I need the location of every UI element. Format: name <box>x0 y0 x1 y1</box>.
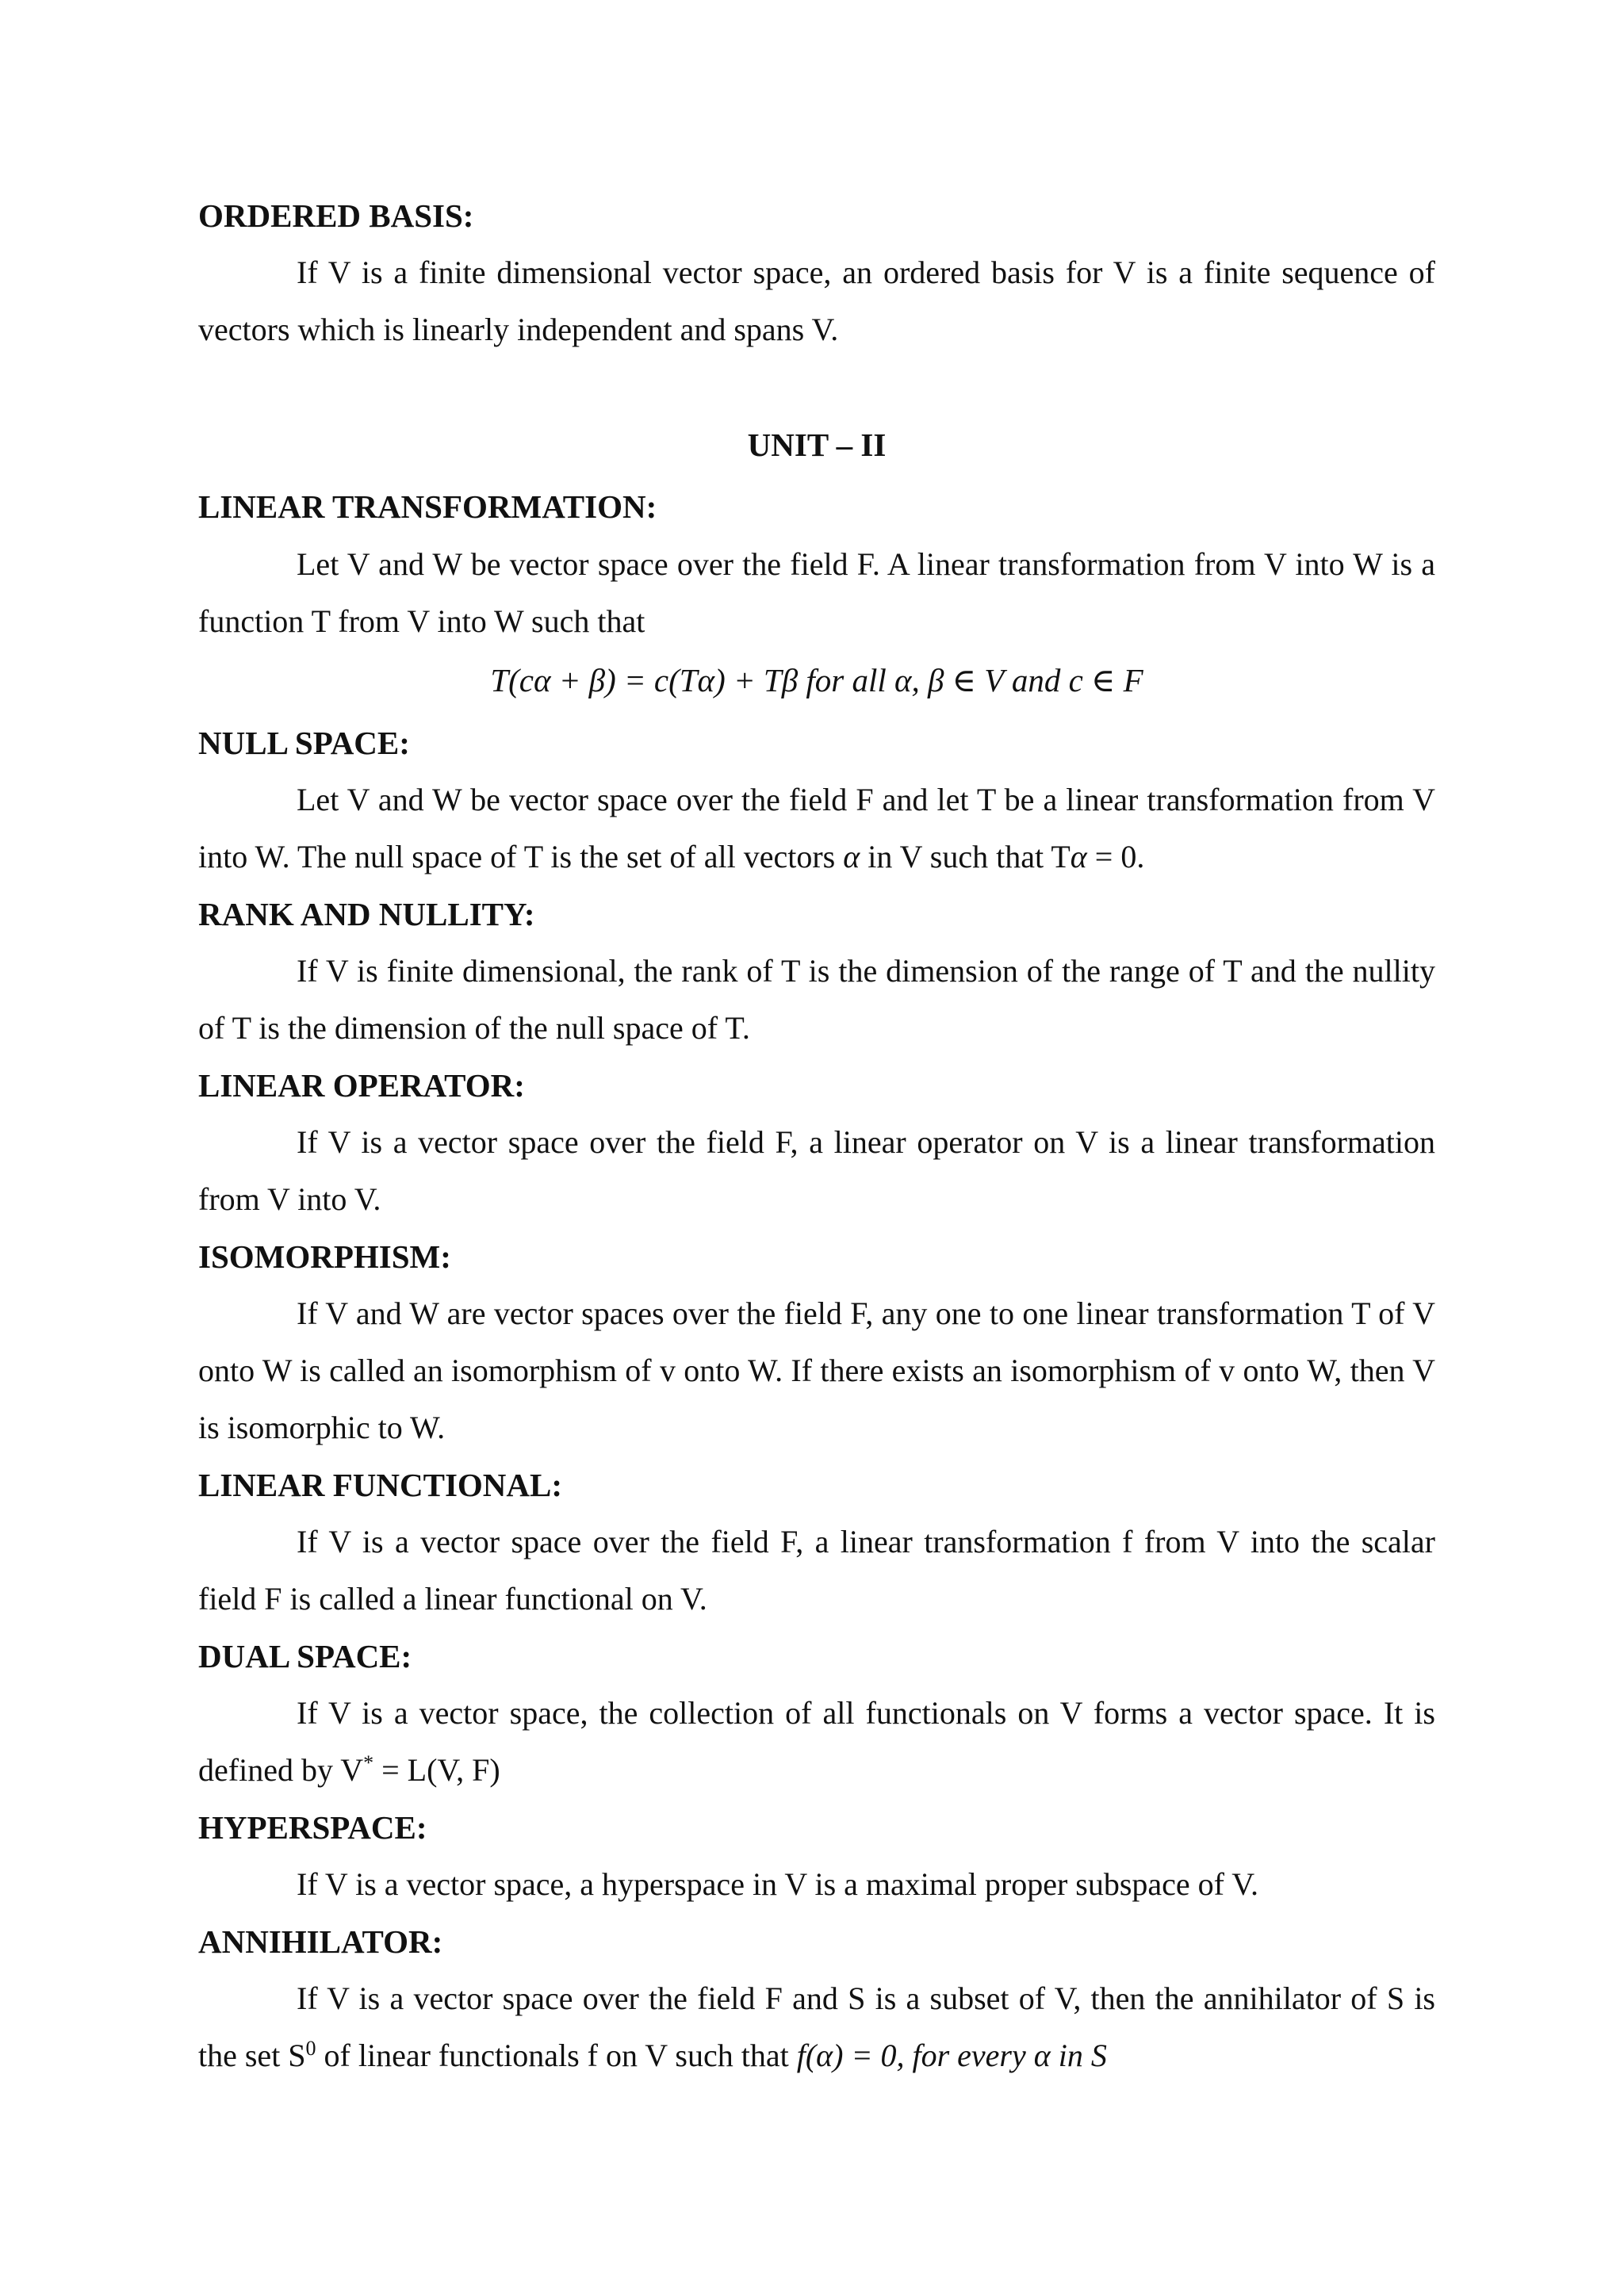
paragraph-dual-space <box>198 1685 1435 1799</box>
heading-linear-operator: LINEAR OPERATOR: <box>198 1067 525 1104</box>
paragraph-linear-operator: If V is a vector space over the field F, a linear operator on V is a linear transformation from V into V. <box>198 1124 1435 1217</box>
null-space-text-2: in V such that T <box>860 839 1071 874</box>
annihilator-zero-superscript: 0 <box>305 2037 316 2060</box>
heading-hyperspace: HYPERSPACE: <box>198 1809 427 1846</box>
document-page <box>198 0 1435 2296</box>
paragraph-null-space <box>198 771 1435 886</box>
paragraph-linear-functional: If V is a vector space over the field F, a linear transformation f from V into the scalar field F is called a linear functional on V. <box>198 1524 1435 1617</box>
heading-dual-space: DUAL SPACE: <box>198 1638 412 1674</box>
alpha-symbol: α <box>1070 839 1087 874</box>
heading-linear-transformation: LINEAR TRANSFORMATION: <box>198 488 657 525</box>
formula-linear-transformation: T(cα + β) = c(Tα) + Tβ for all α, β ∈ V and c ∈ F <box>490 662 1143 698</box>
null-space-text-3: = 0. <box>1086 839 1145 874</box>
alpha-symbol: α <box>843 839 860 874</box>
paragraph-ordered-basis: If V is a finite dimensional vector space, an ordered basis for V is a finite sequence of vectors which is linearly independent and spans V. <box>198 254 1435 347</box>
annihilator-text-1: If V is a vector space over the field F and S is a subset of V, then the annihilator of S is the set S <box>198 1980 1435 2073</box>
heading-linear-functional: LINEAR FUNCTIONAL: <box>198 1467 563 1503</box>
paragraph-isomorphism: If V and W are vector spaces over the field F, any one to one linear transformation T of V onto W is called an isomorphism of v onto W. If there exists an isomorphism of v onto W, then V is isomorphic to W. <box>198 1295 1435 1445</box>
dual-space-text-2: = L(V, F) <box>373 1752 500 1788</box>
heading-ordered-basis: ORDERED BASIS: <box>198 197 474 234</box>
heading-rank-nullity: RANK AND NULLITY: <box>198 896 535 932</box>
dual-space-text-1: If V is a vector space, the collection of all functionals on V forms a vector space. It is defined by V <box>198 1695 1435 1788</box>
paragraph-annihilator <box>198 1970 1435 2084</box>
heading-annihilator: ANNIHILATOR: <box>198 1923 443 1960</box>
annihilator-text-2: of linear functionals f on V such that <box>316 2038 797 2073</box>
paragraph-linear-transformation: Let V and W be vector space over the field F. A linear transformation from V into W is a function T from V into W such that <box>198 546 1435 639</box>
paragraph-rank-nullity: If V is finite dimensional, the rank of T is the dimension of the range of T and the nullity of T is the dimension of the null space of T. <box>198 953 1435 1046</box>
null-space-text-1: Let V and W be vector space over the field F and let T be a linear transformation from V into W. The null space of T is the set of all vectors <box>198 782 1435 874</box>
heading-null-space: NULL SPACE: <box>198 725 410 761</box>
unit-title: UNIT – II <box>747 427 887 463</box>
dual-star-superscript: * <box>363 1751 374 1774</box>
annihilator-formula: f(α) = 0, for every α in S <box>796 2038 1107 2073</box>
heading-isomorphism: ISOMORPHISM: <box>198 1238 451 1275</box>
paragraph-hyperspace: If V is a vector space, a hyperspace in V is a maximal proper subspace of V. <box>297 1866 1259 1902</box>
